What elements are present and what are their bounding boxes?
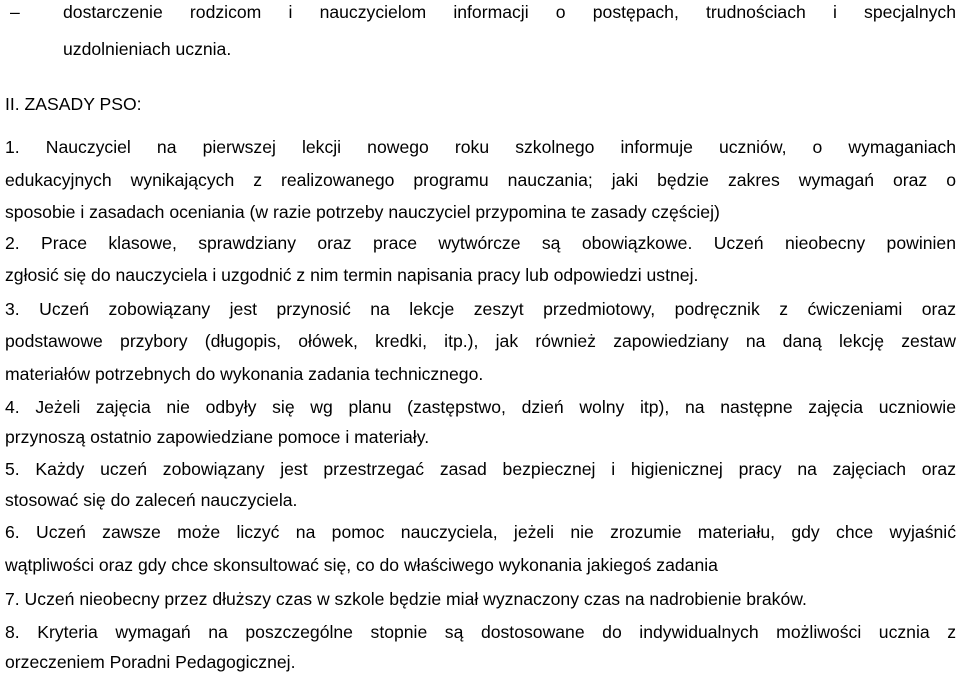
section-heading: II. ZASADY PSO:: [5, 94, 142, 114]
paragraph-line: 2. Prace klasowe, sprawdziany oraz prace wytwórcze są obowiązkowe. Uczeń nieobecny powinien: [5, 233, 956, 253]
bullet-dash: –: [10, 2, 20, 22]
paragraph-line: 3. Uczeń zobowiązany jest przynosić na lekcje zeszyt przedmiotowy, podręcznik z ćwiczeniami oraz: [5, 299, 956, 319]
paragraph-line: orzeczeniem Poradni Pedagogicznej.: [5, 652, 296, 672]
paragraph-line: podstawowe przybory (długopis, ołówek, kredki, itp.), jak również zapowiedziany na daną lekcję zestaw: [5, 331, 956, 351]
bullet-line: uzdolnieniach ucznia.: [63, 39, 232, 59]
paragraph-line: 5. Każdy uczeń zobowiązany jest przestrzegać zasad bezpiecznej i higienicznej pracy na zajęciach oraz: [5, 459, 956, 479]
paragraph-line: sposobie i zasadach oceniania (w razie potrzeby nauczyciel przypomina te zasady częściej): [5, 202, 720, 222]
paragraph-line: wątpliwości oraz gdy chce skonsultować się, co do właściwego wykonania jakiegoś zadania: [5, 555, 718, 575]
paragraph-line: 6. Uczeń zawsze może liczyć na pomoc nauczyciela, jeżeli nie zrozumie materiału, gdy chce wyjaśnić: [5, 522, 956, 542]
paragraph-line: 8. Kryteria wymagań na poszczególne stopnie są dostosowane do indywidualnych możliwości ucznia z: [5, 622, 956, 642]
paragraph-line: przynoszą ostatnio zapowiedziane pomoce i materiały.: [5, 427, 430, 447]
paragraph-line: 4. Jeżeli zajęcia nie odbyły się wg planu (zastępstwo, dzień wolny itp), na następne zajęcia uczniowie: [5, 397, 956, 417]
paragraph-line: stosować się do zaleceń nauczyciela.: [5, 490, 298, 510]
paragraph-line: edukacyjnych wynikających z realizowanego programu nauczania; jaki będzie zakres wymagań oraz o: [5, 170, 956, 190]
paragraph-line: 7. Uczeń nieobecny przez dłuższy czas w szkole będzie miał wyznaczony czas na nadrobienie braków.: [5, 589, 807, 609]
bullet-line: dostarczenie rodzicom i nauczycielom informacji o postępach, trudnościach i specjalnych: [63, 2, 956, 22]
paragraph-line: materiałów potrzebnych do wykonania zadania technicznego.: [5, 364, 484, 384]
paragraph-line: 1. Nauczyciel na pierwszej lekcji nowego roku szkolnego informuje uczniów, o wymaganiach: [5, 137, 956, 157]
paragraph-line: zgłosić się do nauczyciela i uzgodnić z nim termin napisania pracy lub odpowiedzi ustnej.: [5, 265, 699, 285]
